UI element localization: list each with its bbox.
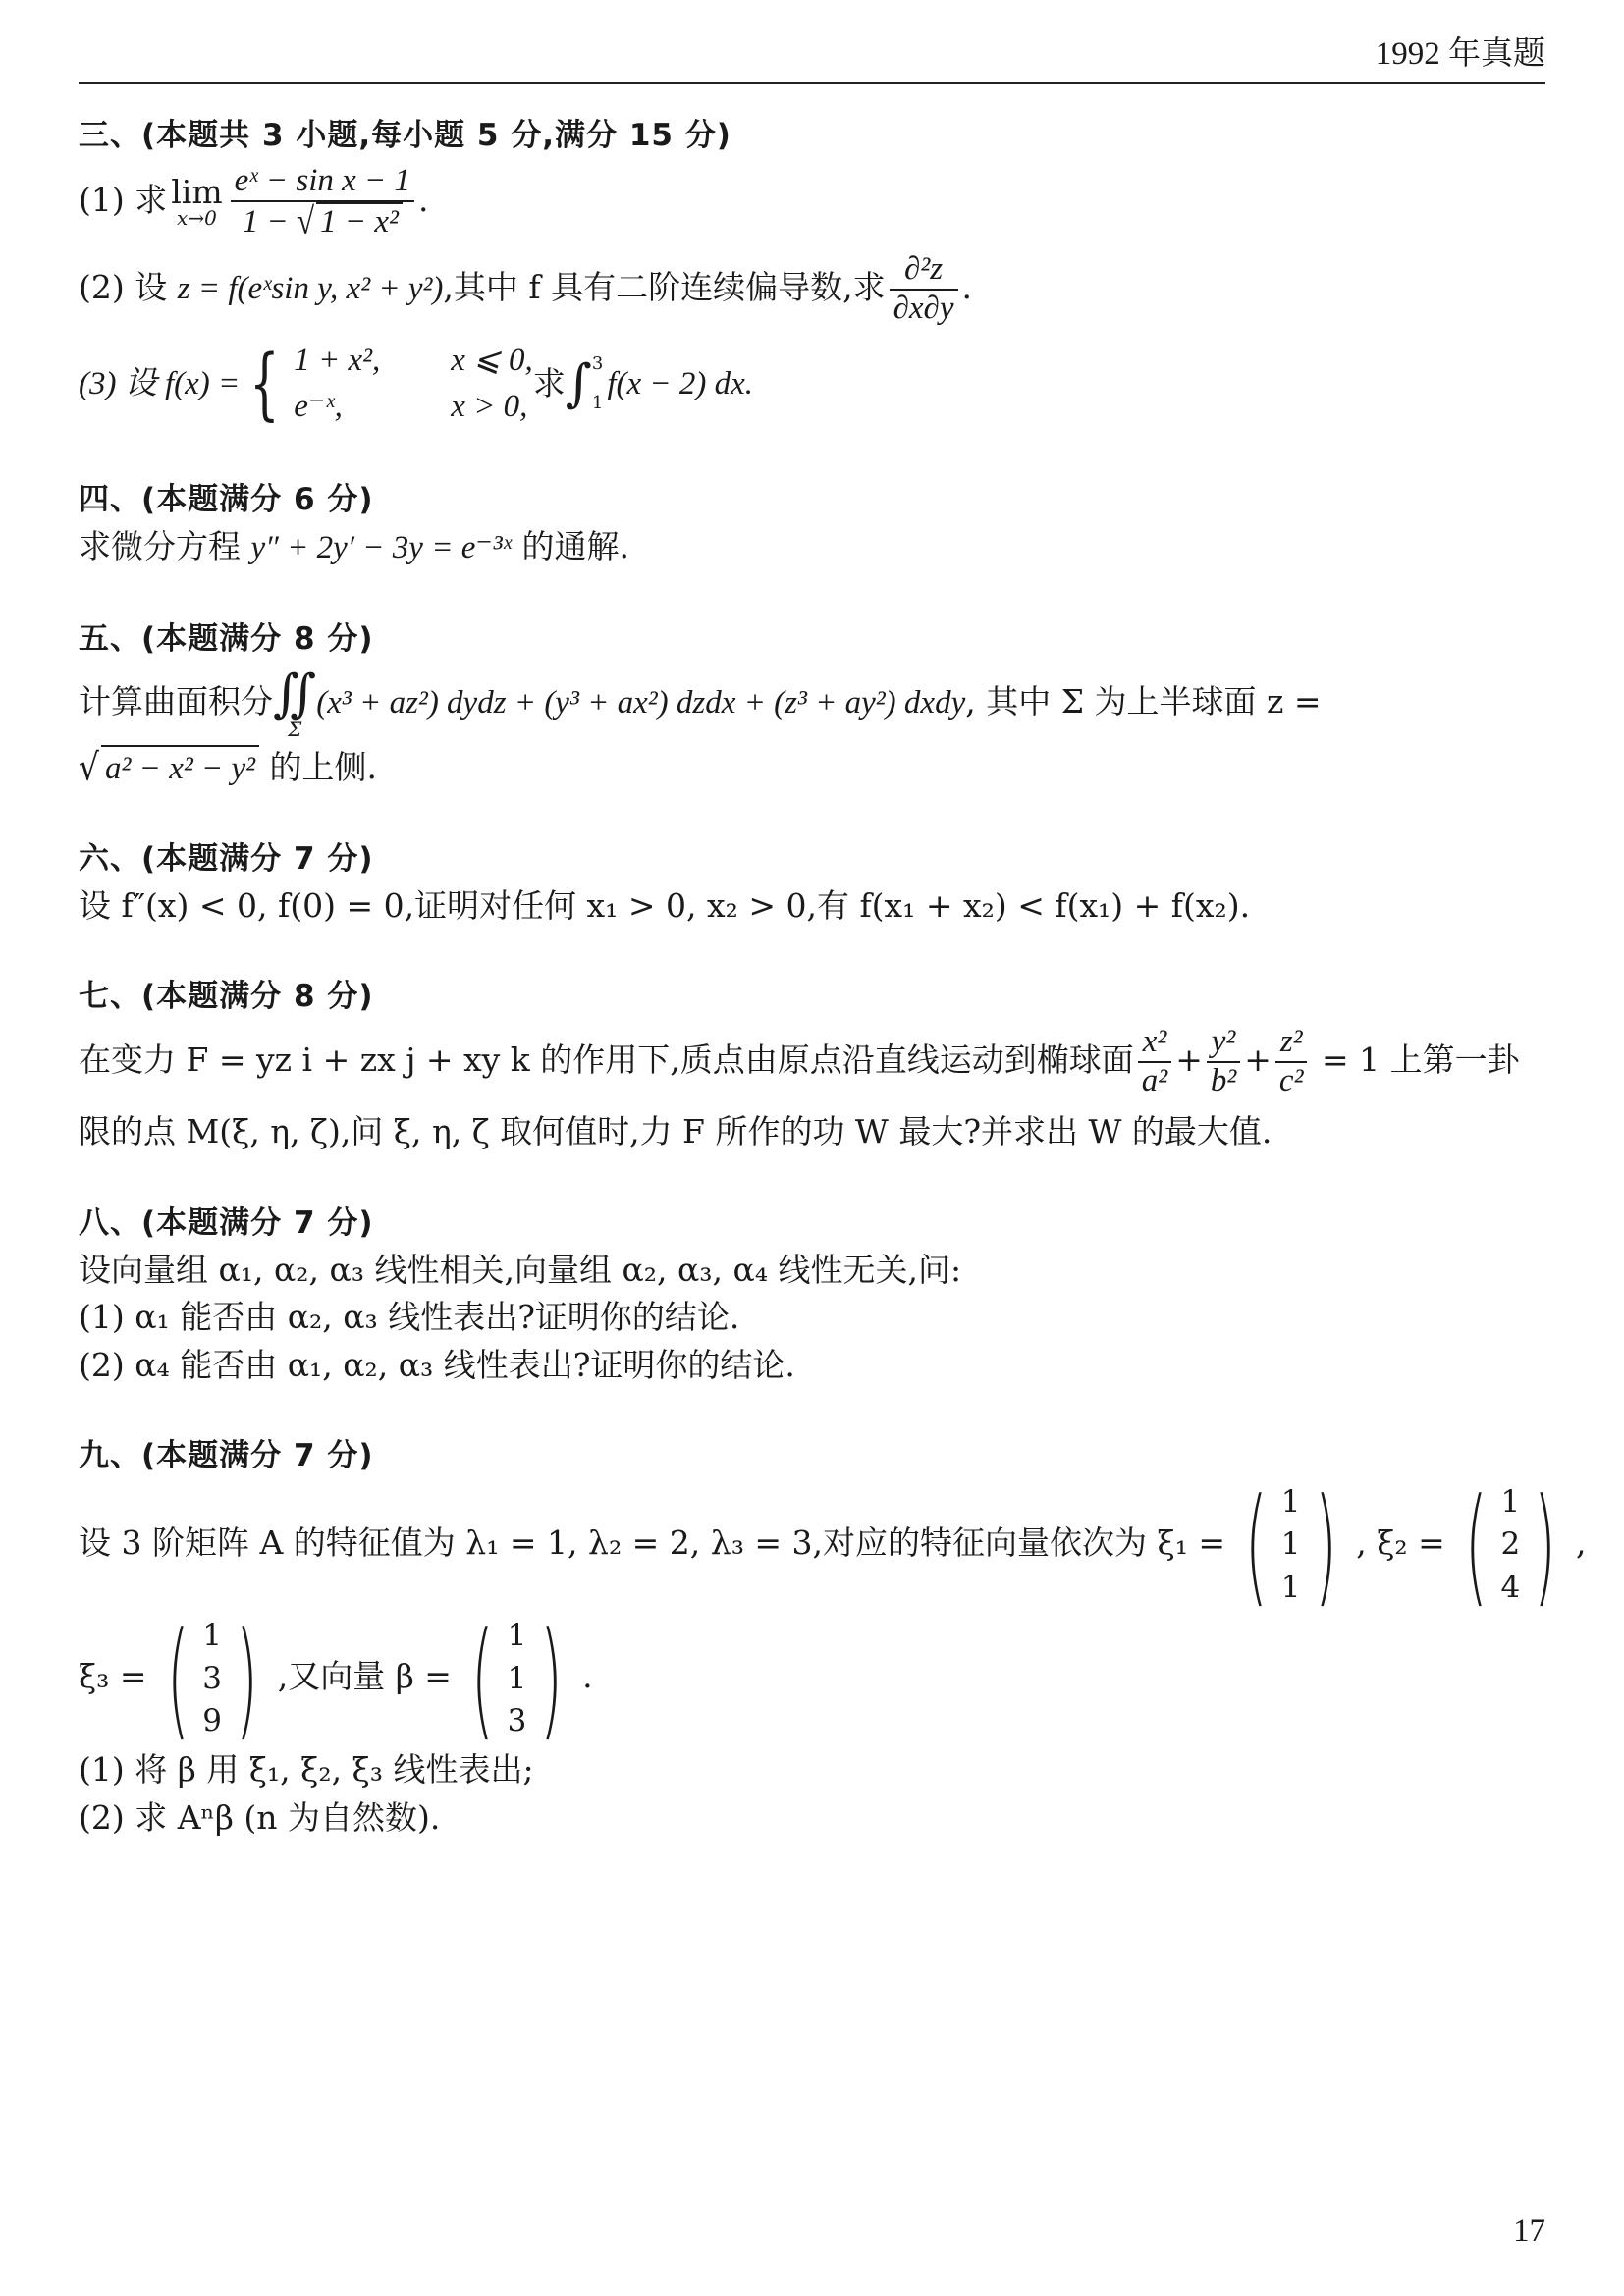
s9-q2: (2) 求 Aⁿβ (n 为自然数). — [79, 1797, 441, 1837]
sqrt-icon: √ — [297, 200, 315, 242]
section-5-heading: 五、(本题满分 8 分) — [79, 620, 374, 657]
sqrt-icon: √ — [79, 744, 100, 789]
q1-numerator: eˣ − sin x − 1 — [231, 163, 414, 202]
vector-entry: 3 — [507, 1703, 527, 1738]
left-paren-icon: ( — [1245, 1470, 1268, 1621]
q3-prefix: (3) 设 f(x) = — [79, 366, 241, 402]
vector-column — [202, 1615, 222, 1742]
page-number: 17 — [1513, 2214, 1545, 2249]
page-header — [79, 27, 1545, 84]
section-3-heading: 三、(本题共 3 小题,每小题 5 分,满分 15 分) — [79, 118, 731, 153]
vector-entry: 2 — [1500, 1526, 1521, 1563]
case1-cond: x ⩽ 0, — [451, 342, 533, 378]
vector-entry: 4 — [1500, 1569, 1521, 1605]
right-paren-icon: ) — [235, 1604, 258, 1754]
limit — [171, 173, 223, 231]
lim-text: lim — [171, 173, 223, 212]
s8-line1: 设向量组 α₁, α₂, α₃ 线性相关,向量组 α₂, α₃, α₄ 线性无关,问: — [79, 1250, 962, 1289]
frac-x-num: x² — [1138, 1024, 1171, 1063]
s3-q2 — [79, 251, 1545, 328]
header-title: 1992 年真题 — [1375, 36, 1545, 72]
vector-entry: 1 — [1500, 1484, 1521, 1521]
s9-text-e: . — [582, 1657, 593, 1696]
case-row — [294, 384, 533, 431]
vector-column — [1501, 1481, 1521, 1609]
s7-line1 — [79, 1024, 1545, 1100]
frac-x — [1138, 1024, 1171, 1100]
vector-entry: 3 — [202, 1660, 222, 1696]
vector-entry: 9 — [202, 1703, 222, 1738]
q2-expression: z = f(eˣsin y, x² + y²) — [177, 270, 444, 306]
case-row — [294, 338, 533, 385]
surface-integral — [273, 664, 317, 741]
surface-sub: Σ — [288, 717, 302, 741]
q2-prefix: (2) 设 — [79, 267, 178, 306]
q3-integrand: f(x − 2) dx. — [607, 366, 754, 402]
s6-text: 设 f″(x) < 0, f(0) = 0,证明对任何 x₁ > 0, x₂ > 0,有 f(x₁ + x₂) < f(x₁) + f(x₂). — [79, 885, 1251, 925]
s5-line2-text: 的上侧. — [259, 747, 378, 786]
s4-text-a: 求微分方程 — [79, 527, 251, 566]
left-paren-icon: ( — [1464, 1470, 1488, 1621]
s9-text-a: 设 3 阶矩阵 A 的特征值为 λ₁ = 1, λ₂ = 2, λ₃ = 3,对应的特征向量依次为 ξ₁ = — [79, 1523, 1226, 1563]
q2-end: . — [961, 267, 972, 306]
piecewise-function — [79, 338, 753, 432]
frac-y-num: y² — [1207, 1024, 1240, 1063]
frac-z-num: z² — [1275, 1024, 1308, 1063]
s9-q1: (1) 将 β 用 ξ₁, ξ₂, ξ₃ 线性表出; — [79, 1750, 534, 1789]
s7-line2: 限的点 M(ξ, η, ζ),问 ξ, η, ζ 取何值时,力 F 所作的功 W 最大?并求出 W 的最大值. — [79, 1112, 1272, 1151]
vector-column — [1281, 1481, 1301, 1609]
cases — [294, 338, 533, 432]
s9-line2 — [79, 1604, 1545, 1754]
s4-text-b: 的通解. — [511, 527, 629, 566]
vector-column — [508, 1615, 527, 1742]
s9-text-c: , — [1575, 1523, 1587, 1563]
plus-sign: + — [1244, 1041, 1272, 1080]
section-6-heading: 六、(本题满分 7 分) — [79, 841, 374, 878]
lim-sub: x→0 — [177, 206, 217, 231]
s5-text-a: 计算曲面积分 — [79, 681, 273, 721]
case2-expr: e⁻ˣ, — [294, 389, 343, 425]
frac-y — [1207, 1024, 1240, 1100]
s5-line2 — [79, 745, 1545, 791]
s3-q3 — [79, 338, 1545, 432]
vector-xi1 — [1231, 1470, 1350, 1621]
xi3-label: ξ₃ = — [79, 1657, 147, 1696]
s3-q1 — [79, 163, 1545, 241]
s5-integrand: (x³ + az²) dydz + (y³ + ax²) dzdx + (z³ + ay²) dxdy — [316, 684, 966, 721]
case2-cond: x > 0, — [451, 389, 528, 425]
frac-y-den: b² — [1210, 1063, 1237, 1099]
section-8-heading: 八、(本题满分 7 分) — [79, 1204, 374, 1241]
frac-x-den: a² — [1141, 1063, 1168, 1099]
q2-fraction — [890, 251, 958, 328]
q1-prefix: (1) 求 — [79, 180, 168, 219]
q1-den-a: 1 − — [242, 203, 298, 240]
s7-text-a: 在变力 F = yz i + zx j + xy k 的作用下,质点由原点沿直线运动到椭球面 — [79, 1041, 1134, 1080]
s4-equation: y″ + 2y′ − 3y = e⁻³ˣ — [250, 530, 512, 566]
upper-limit: 3 — [591, 353, 604, 375]
vector-entry: 1 — [507, 1618, 527, 1654]
s8-line2: (1) α₁ 能否由 α₂, α₃ 线性表出?证明你的结论. — [79, 1298, 740, 1337]
s5-line1 — [79, 664, 1545, 741]
q1-fraction — [231, 163, 414, 241]
right-paren-icon: ) — [540, 1604, 564, 1754]
q1-end: . — [418, 180, 429, 219]
section-9-heading: 九、(本题满分 7 分) — [79, 1438, 374, 1474]
s4-text — [79, 525, 1545, 570]
vector-entry: 1 — [202, 1618, 222, 1654]
s8-line3: (2) α₄ 能否由 α₁, α₂, α₃ 线性表出?证明你的结论. — [79, 1345, 795, 1384]
integral-icon: ∫ — [565, 354, 592, 414]
section-4-heading: 四、(本题满分 6 分) — [79, 482, 374, 518]
vector-entry: 1 — [507, 1660, 527, 1696]
lower-limit: 1 — [591, 393, 604, 414]
section-7-heading: 七、(本题满分 8 分) — [79, 979, 374, 1015]
integral-limits — [592, 355, 603, 412]
q1-den-sqrt: 1 − x² — [316, 202, 403, 241]
frac-z — [1275, 1024, 1308, 1100]
vector-xi3 — [153, 1604, 272, 1754]
q2-numerator: ∂²z — [890, 251, 958, 291]
q2-text: ,其中 f 具有二阶连续偏导数,求 — [443, 267, 886, 306]
left-brace-icon: { — [249, 338, 281, 430]
vector-entry: 1 — [1280, 1569, 1301, 1605]
s5-text-b: , 其中 Σ 为上半球面 z = — [965, 681, 1322, 721]
s9-text-b: , ξ₂ = — [1356, 1523, 1445, 1563]
vector-entry: 1 — [1280, 1526, 1301, 1563]
exam-content — [79, 116, 1587, 1840]
vector-beta — [458, 1604, 576, 1754]
q1-denominator — [231, 202, 414, 241]
s9-line1 — [79, 1470, 1587, 1621]
vector-entry: 1 — [1280, 1484, 1301, 1521]
right-paren-icon: ) — [1534, 1470, 1557, 1621]
q2-denominator: ∂x∂y — [893, 290, 954, 326]
s9-text-d: ,又向量 β = — [277, 1657, 452, 1696]
vector-xi2 — [1451, 1470, 1570, 1621]
q3-text: 求 — [532, 364, 566, 403]
right-paren-icon: ) — [1314, 1470, 1337, 1621]
plus-sign: + — [1175, 1041, 1203, 1080]
left-paren-icon: ( — [166, 1604, 189, 1754]
double-integral-icon: ∬ — [273, 664, 317, 723]
frac-z-den: c² — [1278, 1063, 1304, 1099]
s7-text-b: = 1 上第一卦 — [1311, 1041, 1520, 1080]
case1-expr: 1 + x², — [294, 342, 381, 378]
left-paren-icon: ( — [470, 1604, 494, 1754]
s5-sqrt: a² − x² − y² — [101, 745, 259, 791]
